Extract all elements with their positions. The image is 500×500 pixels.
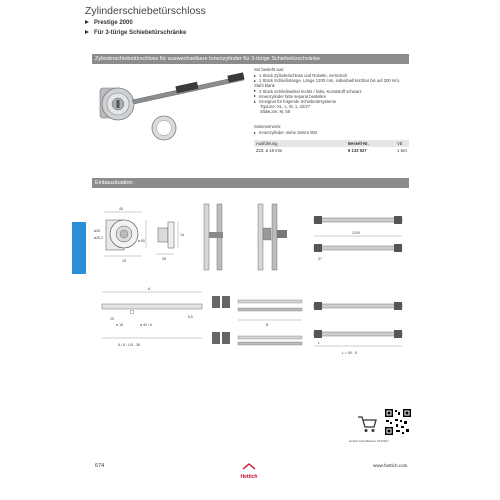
dimension-label: 1200 — [352, 231, 360, 235]
dimension-label: L — [318, 341, 320, 345]
installation-drawings — [92, 192, 409, 364]
dimension-label: 45 — [119, 207, 123, 211]
bullet-triangle-icon — [85, 30, 89, 34]
locking-bar-view — [314, 216, 402, 261]
dimension-label: L = 95 - 8 — [342, 351, 357, 355]
page-title: Zylinderschiebetürschloss — [85, 5, 206, 17]
bar-dimensions-view — [102, 287, 202, 347]
dimension-label: 25 — [110, 317, 114, 321]
door-plan-top — [238, 300, 302, 327]
includes-list — [254, 73, 404, 115]
list-item: 2 Stück Schließwinkel rechts / links, Kunststoff schwarz — [254, 89, 404, 94]
bullet-triangle-icon — [254, 80, 256, 82]
dimension-label: 37 — [318, 257, 322, 261]
dimension-label: A — [148, 287, 151, 291]
includes-heading: Set besteht aus: — [254, 67, 285, 72]
brand-logo: Hettich — [232, 457, 266, 480]
dimension-label: ø25,2 — [94, 236, 103, 240]
note-item: Innenzylinder, siehe Seiten 802 — [254, 130, 317, 135]
brand-mark-icon — [242, 463, 256, 470]
table-row — [254, 147, 409, 154]
angle-piece-right — [227, 72, 244, 82]
column-header: Bestell-Nr. — [346, 140, 395, 147]
dimension-label: ø 18 — [116, 323, 124, 327]
door-section-2 — [258, 204, 287, 270]
product-section-bar: Zylinderschiebetürschloss für auswechselbare Innenzylinder für 3-türige Schiebetürschränke — [92, 54, 409, 64]
dimension-label: ø 40 / 6 — [140, 323, 152, 327]
order-table — [254, 140, 409, 154]
bullet-triangle-icon — [254, 132, 256, 134]
dimension-label: 28 — [162, 257, 166, 261]
column-header: Ausführung — [254, 140, 346, 147]
dimension-label: A / 8 - L/5 - 38 — [118, 343, 140, 347]
bullet-triangle-icon — [254, 75, 256, 77]
qr-caption: Hettich-Identifikation 9133927 — [349, 439, 389, 443]
note-heading: Seitenverweis: — [254, 124, 282, 129]
list-item: Innenzylinder bitte separat bestellen — [254, 94, 404, 99]
dimension-label: B — [266, 323, 269, 327]
lock-side-view — [156, 222, 184, 261]
door-plan-bottom — [238, 336, 302, 345]
dimension-label: 16 — [180, 233, 184, 237]
systems-line: SlideLine: M, 56 — [260, 109, 291, 115]
table-cell: Z23, ø 18 mm — [256, 148, 283, 153]
product-photo — [92, 66, 250, 146]
systems-line: TopLine: XL, L, M, 1, 22/27 — [260, 104, 311, 110]
subtitle-three-door: Für 3-türige Schiebetürschränke — [85, 30, 186, 36]
door-section-1 — [204, 204, 223, 270]
bar-length-view — [314, 302, 402, 355]
bullet-triangle-icon — [254, 101, 256, 103]
bullet-triangle-icon — [85, 20, 89, 24]
table-header-row — [254, 140, 409, 147]
bullet-triangle-icon — [254, 90, 256, 92]
installation-section-bar: Einbausituation — [92, 178, 409, 188]
list-item: 1 Stück Schließstange, Länge 1200 mm, individuell kürzbar bis auf 300 mm, Stahl blank — [254, 78, 401, 89]
list-item: Geeignet für folgende Schiebetürsysteme — [254, 99, 404, 104]
dimension-label: 6,5 — [188, 315, 193, 319]
dimension-label: 15 — [122, 259, 126, 263]
column-header: VE — [395, 140, 409, 147]
list-item: 1 Stück Zylinderschloss und Rosette, vernickelt — [254, 73, 404, 78]
bullet-triangle-icon — [254, 95, 256, 97]
angle-pieces-view — [212, 296, 230, 344]
page-number: 674 — [95, 463, 105, 469]
dimension-label: ø 80 — [138, 239, 146, 243]
dimension-label: ø26 — [94, 229, 101, 233]
table-cell: 1 Set — [397, 148, 407, 153]
table-cell: 9 133 927 — [348, 148, 367, 153]
qr-code-icon[interactable] — [384, 408, 412, 436]
footer-url[interactable]: www.hettich.com — [373, 463, 408, 468]
chapter-side-tab — [72, 222, 86, 274]
lock-front-view — [94, 207, 146, 263]
subtitle-prestige: Prestige 2000 — [85, 20, 133, 26]
cart-icon — [356, 414, 378, 434]
